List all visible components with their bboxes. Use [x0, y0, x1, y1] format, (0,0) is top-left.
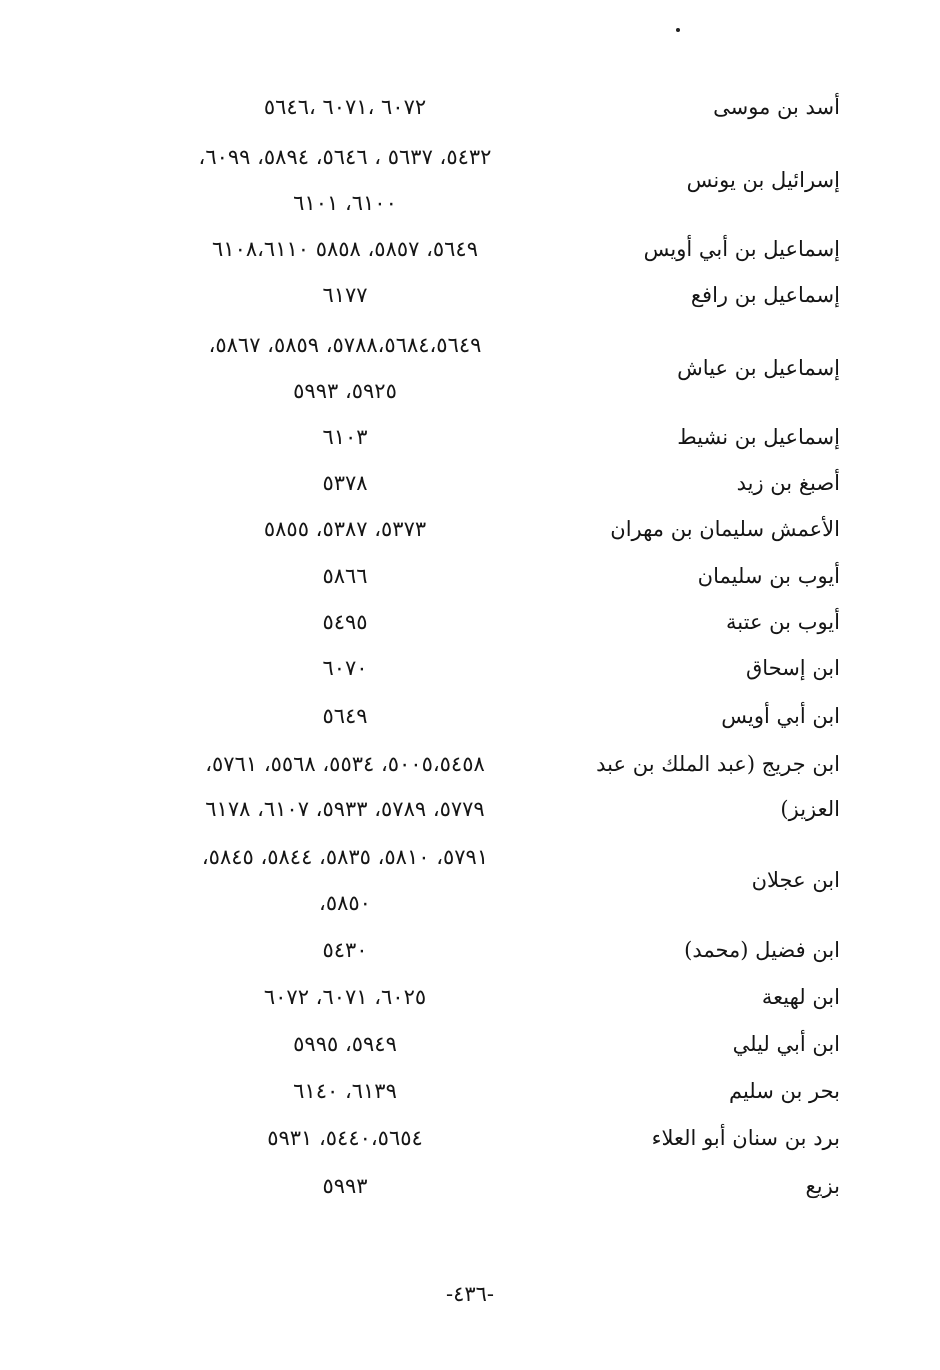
narrator-name: إسماعيل بن رافع: [690, 283, 840, 307]
reference-numbers: [100, 1163, 590, 1209]
reference-line: ٥٤٤٠،٥٦٥٤، ٥٩٣١: [267, 1126, 423, 1150]
reference-numbers: [100, 272, 590, 318]
narrator-name: ابن جريج (عبد الملك بن عبد: [596, 752, 840, 776]
reference-numbers: [100, 506, 590, 552]
index-entry: [100, 1163, 840, 1209]
index-entry: [100, 322, 840, 414]
index-entry: [100, 414, 840, 460]
reference-numbers: [100, 645, 590, 691]
reference-line: ٥٦٤٩: [322, 704, 368, 728]
index-entry: [100, 84, 840, 130]
narrator-name: ابن لهيعة: [761, 985, 840, 1009]
index-entry: [100, 1068, 840, 1114]
reference-line: ٥٩٤٩، ٥٩٩٥: [293, 1032, 397, 1056]
reference-numbers: [100, 741, 590, 787]
reference-numbers: [100, 1115, 590, 1161]
reference-numbers: [100, 1021, 590, 1067]
reference-line: ٥٤٣٠: [322, 938, 368, 962]
narrator-name: أيوب بن عتبة: [726, 610, 840, 634]
reference-line: ٥٧٨٨،٥٦٨٤،٥٦٤٩، ٥٨٥٩، ٥٨٦٧،: [208, 333, 482, 357]
index-entry: [100, 834, 840, 926]
reference-line: ٦٠٢٥، ٦٠٧١، ٦٠٧٢: [263, 985, 427, 1009]
narrator-name: إسرائيل بن يونس: [686, 168, 840, 192]
reference-line: ٥٩٩٣: [322, 1174, 368, 1198]
reference-numbers: [100, 834, 590, 926]
index-entry: [100, 974, 840, 1020]
narrator-name: إسماعيل بن عياش: [677, 356, 840, 380]
narrator-name: برد بن سنان أبو العلاء: [651, 1126, 840, 1150]
narrator-name: ابن أبي ليلي: [732, 1032, 840, 1056]
index-entry: [100, 506, 840, 552]
narrator-name: إسماعيل بن أبي أويس: [643, 237, 840, 261]
index-entry: [100, 693, 840, 739]
reference-numbers: [100, 599, 590, 645]
reference-line: ٥٠٠٥،٥٤٥٨، ٥٥٣٤، ٥٥٦٨، ٥٧٦١،: [205, 752, 485, 776]
index-entry: [100, 741, 840, 787]
reference-numbers: [100, 460, 590, 506]
reference-line: ٦١٠٣: [322, 425, 368, 449]
index-entry: [100, 645, 840, 691]
reference-numbers: [100, 553, 590, 599]
ink-mark: [676, 28, 680, 32]
narrator-name: أصبغ بن زيد: [736, 471, 840, 495]
reference-numbers: [100, 693, 590, 739]
index-entry: [100, 1021, 840, 1067]
reference-line: ٦٠٧٠: [322, 656, 368, 680]
reference-line: ٥٧٩١، ٥٨١٠، ٥٨٣٥، ٥٨٤٤، ٥٨٤٥،: [201, 845, 489, 869]
reference-line: ٦٠٧٢ ،٦٠٧١ ،٥٦٤٦: [263, 95, 427, 119]
reference-line: ٥٨٥٠،: [319, 891, 371, 915]
index-entry: [100, 226, 840, 272]
narrator-name: ابن أبي أويس: [721, 704, 840, 728]
narrator-name: أيوب بن سليمان: [697, 564, 840, 588]
index-entry: [100, 553, 840, 599]
narrator-name: بحر بن سليم: [728, 1079, 840, 1103]
reference-numbers: [100, 414, 590, 460]
page-number: -٤٣٦-: [445, 1282, 495, 1306]
reference-numbers: [100, 134, 590, 226]
reference-line: ٥٣٧٨: [322, 471, 368, 495]
index-entry: [100, 272, 840, 318]
reference-line: ٥٨٦٦: [322, 564, 368, 588]
reference-numbers: [100, 1068, 590, 1114]
reference-line: ٦١٣٩، ٦١٤٠: [293, 1079, 397, 1103]
index-entry: [100, 599, 840, 645]
narrator-name: ابن إسحاق: [745, 656, 840, 680]
reference-line: ٥٤٣٢، ٥٦٣٧ ، ٥٦٤٦، ٥٨٩٤، ٦٠٩٩،: [198, 145, 492, 169]
reference-line: ٥٧٧٩، ٥٧٨٩، ٥٩٣٣، ٦١٠٧، ٦١٧٨: [205, 797, 485, 821]
narrator-name: إسماعيل بن نشيط: [677, 425, 840, 449]
reference-line: ٥٦٤٩، ٥٨٥٧، ٥٨٥٨ ٦١٠٨،٦١١٠: [212, 237, 478, 261]
narrator-name: ابن عجلان: [751, 868, 840, 892]
narrator-name: بزيع: [805, 1174, 840, 1198]
reference-numbers: [100, 226, 590, 272]
reference-numbers: [100, 786, 590, 832]
reference-numbers: [100, 322, 590, 414]
reference-line: ٦١٧٧: [322, 283, 368, 307]
narrator-name: ابن فضيل (محمد): [684, 938, 840, 962]
index-entry: [100, 460, 840, 506]
reference-line: ٥٣٧٣، ٥٣٨٧، ٥٨٥٥: [263, 517, 427, 541]
narrator-name: أسد بن موسى: [713, 95, 840, 119]
reference-line: ٥٩٢٥، ٥٩٩٣: [293, 379, 397, 403]
index-entry: [100, 1115, 840, 1161]
reference-numbers: [100, 84, 590, 130]
narrator-name: الأعمش سليمان بن مهران: [610, 517, 840, 541]
index-entry: [100, 786, 840, 832]
reference-line: ٥٤٩٥: [322, 610, 368, 634]
reference-numbers: [100, 974, 590, 1020]
narrator-name: العزيز): [780, 797, 840, 821]
index-entry: [100, 134, 840, 226]
reference-numbers: [100, 927, 590, 973]
reference-line: ٦١٠٠، ٦١٠١: [293, 191, 397, 215]
index-entry: [100, 927, 840, 973]
